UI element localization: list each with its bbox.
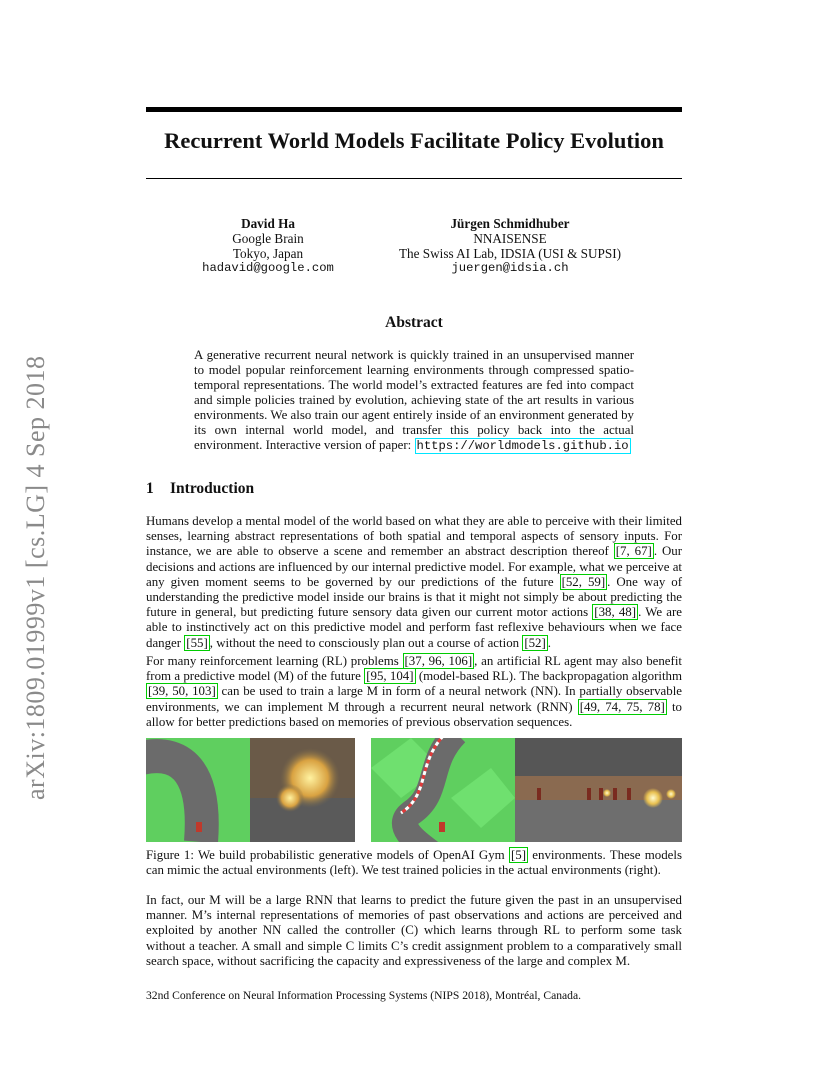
author-affiliation: NNAISENSE <box>473 231 547 246</box>
abstract-text <box>194 348 634 454</box>
author-block-2 <box>380 216 640 276</box>
author-name: David Ha <box>241 216 295 231</box>
text-run: (model-based RL). The backpropagation algorithm <box>415 669 682 684</box>
author-name: Jürgen Schmidhuber <box>450 216 570 231</box>
section-heading <box>146 480 254 498</box>
figure-carracing-actual-topdown <box>371 738 515 842</box>
author-affiliation: Google Brain <box>232 231 304 246</box>
author-location: Tokyo, Japan <box>232 246 304 261</box>
author-block-1 <box>188 216 348 276</box>
text-run: to allow for better predictions based on memories of previous observation sequences. <box>146 699 682 729</box>
citation-link[interactable]: [95, 104] <box>366 669 414 684</box>
title-rule-bottom <box>146 178 682 179</box>
abstract-body: A generative recurrent neural network is quickly trained in an unsupervised manner to model popular reinforcement learning environments through compressed spatio-temporal representations. The world model’s extracted features are fed into compact and simple policies trained by evolution, achieving state of the art results in various environments. We also train our agent entirely inside of an environment generated by its own internal world model, and transfer this policy back into the actual environment. Interactive version of paper: <box>194 348 634 452</box>
paper-title: Recurrent World Models Facilitate Policy Evolution <box>164 128 664 153</box>
citation-link[interactable]: [52, 59] <box>561 574 606 589</box>
abstract-heading: Abstract <box>385 314 443 331</box>
author-email[interactable]: hadavid@google.com <box>202 261 334 275</box>
figure-caption <box>146 848 682 878</box>
intro-paragraph-2 <box>146 654 682 730</box>
intro-paragraph-3: In fact, our M will be a large RNN that learns to predict the future given the past in an unsupervised manner. M’s internal representations of memories of past observations and actions are perceived and exploited by another NN called the controller (C) which learns through RL to perform some task without a teacher. A small and simple C limits C’s credit assignment problem to a comparatively small search space, without sacrificing the capacity and expressiveness of the large and complex M. <box>146 893 682 968</box>
conference-footer: 32nd Conference on Neural Information Processing Systems (NIPS 2018), Montréal, Canada. <box>146 989 581 1002</box>
figure-doom-dream-view <box>250 738 355 842</box>
citation-link[interactable]: [52] <box>524 635 546 650</box>
author-email[interactable]: juergen@idsia.ch <box>451 261 569 275</box>
text-run: . One way of understanding the predictive model inside our brains is that it might not simply be about predicting the future in general, but predicting future sensory data given our current motor actions <box>146 574 683 620</box>
text-run: can be used to train a large M in form of a neural network (NN). In partially observable environments, we can implement M through a recurrent neural network (RNN) <box>146 684 682 714</box>
section-title: Introduction <box>170 480 255 497</box>
figure-doom-actual-view <box>515 738 682 842</box>
text-run: , without the need to consciously plan out a course of action <box>209 635 523 650</box>
text-run: . Our decisions and actions are influenced by our internal predictive model. For example, what we perceive at any given moment seems to be governed by our predictions of the future <box>146 544 682 589</box>
abstract-link[interactable]: https://worldmodels.github.io <box>416 439 629 453</box>
author-location: The Swiss AI Lab, IDSIA (USI & SUPSI) <box>399 246 621 261</box>
intro-paragraph-1 <box>146 514 682 651</box>
text-run: environments. These models can mimic the actual environments (left). We test trained policies in the actual environments (right). <box>146 848 683 878</box>
text-run: For many reinforcement learning (RL) problems <box>146 654 403 668</box>
citation-link[interactable]: [7, 67] <box>615 544 652 559</box>
figure-carracing-dream-topdown <box>146 738 250 842</box>
arxiv-stamp: arXiv:1809.01999v1 [cs.LG] 4 Sep 2018 <box>21 355 50 800</box>
text-run: Figure 1: We build probabilistic generative models of OpenAI Gym <box>146 848 509 862</box>
citation-link[interactable]: [39, 50, 103] <box>148 684 216 699</box>
citation-link[interactable]: [38, 48] <box>594 605 637 620</box>
text-run: . We are able to instinctively act on this predictive model and perform fast reflexive behaviours when we face danger <box>146 605 683 650</box>
citation-link[interactable]: [37, 96, 106] <box>404 654 473 668</box>
text-run: , an artificial RL agent may also benefit from a predictive model (M) of the future <box>146 654 682 684</box>
section-number: 1 <box>146 480 154 497</box>
citation-link[interactable]: [55] <box>186 635 208 650</box>
citation-link[interactable]: [49, 74, 75, 78] <box>579 699 665 714</box>
title-rule-top <box>146 107 682 112</box>
citation-link[interactable]: [5] <box>510 848 526 862</box>
text-run: Humans develop a mental model of the world based on what they are able to perceive with their limited senses, learning abstract representations of both spatial and temporal aspects of sensory inputs. For instance, we are able to observe a scene and remember an abstract description thereof <box>146 514 682 559</box>
text-run: . <box>547 635 552 650</box>
